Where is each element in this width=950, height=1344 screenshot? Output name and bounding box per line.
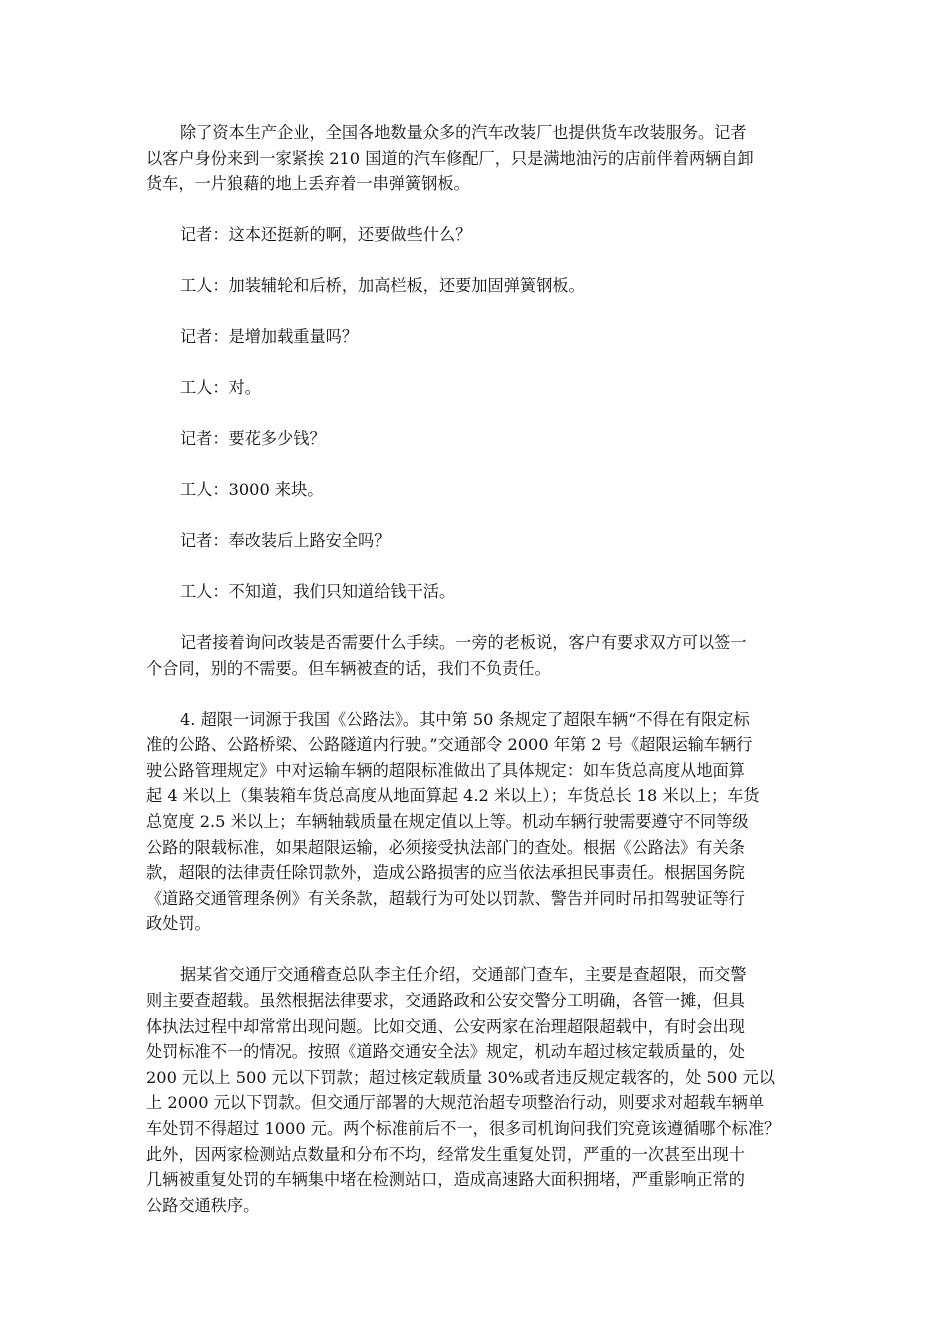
- text-line: 车处罚不得超过 1000 元。两个标准前后不一，很多司机询问我们究竟该遵循哪个标准？: [146, 1118, 781, 1138]
- text-line: 体执法过程中却常常出现问题。比如交通、公安两家在治理超限超载中，有时会出现: [146, 1016, 745, 1036]
- text-line: 起 4 米以上（集装箱车货总高度从地面算起 4.2 米以上）；车货总长 18 米以上；车货: [146, 786, 760, 806]
- text-line: 此外，因两家检测站点数量和分布不均，经常发生重复处罚，严重的一次甚至出现十: [146, 1144, 745, 1164]
- paragraph: [146, 324, 810, 350]
- text-line: 政处罚。: [146, 914, 211, 934]
- text-line: 《道路交通管理条例》有关条款，超载行为可处以罚款、警告并同时吊扣驾驶证等行: [146, 888, 745, 908]
- text-line: 记者：要花多少钱？: [180, 429, 326, 449]
- text-line: 驶公路管理规定》中对运输车辆的超限标准做出了具体规定：如车货总高度从地面算: [146, 760, 745, 780]
- paragraph: [146, 375, 810, 401]
- text-line: 货车，一片狼藉的地上丢弃着一串弹簧钢板。: [146, 174, 470, 194]
- paragraph: [146, 528, 810, 554]
- text-line: 工人：对。: [180, 378, 261, 398]
- text-line: 上 2000 元以下罚款。但交通厅部署的大规范治超专项整治行动，则要求对超载车辆单: [146, 1093, 765, 1113]
- paragraph: [146, 222, 810, 248]
- document-body: [146, 120, 810, 1244]
- text-line: 准的公路、公路桥梁、公路隧道内行驶。”交通部令 2000 年第 2 号《超限运输车辆行: [146, 735, 753, 755]
- paragraph: [146, 707, 810, 937]
- text-line: 以客户身份来到一家紧挨 210 国道的汽车修配厂，只是满地油污的店前伴着两辆自卸: [146, 148, 754, 168]
- paragraph: [146, 477, 810, 503]
- text-line: 记者：是增加载重量吗？: [180, 327, 359, 347]
- text-line: 200 元以上 500 元以下罚款；超过核定载质量 30%或者违反规定载客的，处 500 元以: [146, 1067, 775, 1087]
- paragraph: [146, 120, 810, 197]
- text-line: 公路的限载标准，如果超限运输，必须接受执法部门的查处。根据《公路法》有关条: [146, 837, 745, 857]
- paragraph: [146, 426, 810, 452]
- text-line: 记者：这本还挺新的啊，还要做些什么？: [180, 225, 472, 245]
- text-line: 总宽度 2.5 米以上；车辆轴载质量在规定值以上等。机动车辆行驶需要遵守不同等级: [146, 812, 749, 831]
- paragraph: [146, 962, 810, 1218]
- text-line: 公路交通秩序。: [146, 1195, 260, 1215]
- text-line: 工人：加装辅轮和后桥，加高栏板，还要加固弹簧钢板。: [180, 276, 585, 296]
- text-line: 则主要查超载。虽然根据法律要求，交通路政和公安交警分工明确，各管一摊，但具: [146, 990, 745, 1010]
- text-line: 记者接着询问改装是否需要什么手续。一旁的老板说，客户有要求双方可以签一: [180, 633, 747, 653]
- paragraph: [146, 579, 810, 605]
- text-line: 款，超限的法律责任除罚款外，造成公路损害的应当依法承担民事责任。根据国务院: [146, 863, 745, 883]
- paragraph: [146, 273, 810, 299]
- text-line: 除了资本生产企业，全国各地数量众多的汽车改装厂也提供货车改装服务。记者: [180, 123, 747, 142]
- text-line: 4. 超限一词源于我国《公路法》。其中第 50 条规定了超限车辆“不得在有限定标: [180, 709, 750, 729]
- text-line: 处罚标准不一的情况。按照《道路交通安全法》规定，机动车超过核定载质量的，处: [146, 1042, 745, 1062]
- text-line: 工人：3000 来块。: [180, 480, 324, 500]
- text-line: 个合同，别的不需要。但车辆被查的话，我们不负责任。: [146, 658, 551, 678]
- text-line: 工人：不知道，我们只知道给钱干活。: [180, 582, 456, 602]
- paragraph: [146, 630, 810, 681]
- text-line: 记者：奉改装后上路安全吗？: [180, 531, 391, 551]
- text-line: 据某省交通厅交通稽查总队李主任介绍，交通部门查车，主要是查超限，而交警: [180, 965, 747, 985]
- text-line: 几辆被重复处罚的车辆集中堵在检测站口，造成高速路大面积拥堵，严重影响正常的: [146, 1170, 745, 1190]
